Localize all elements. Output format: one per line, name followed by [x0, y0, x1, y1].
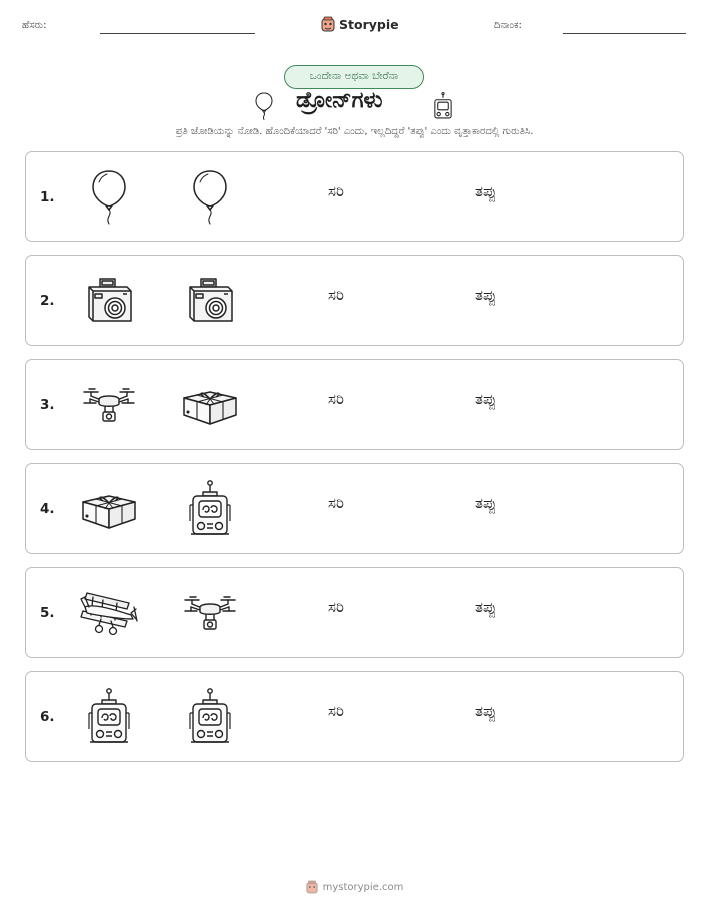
footer-url: mystorypie.com	[322, 881, 404, 893]
date-label: ದಿನಾಂಕ:	[494, 20, 522, 31]
question-card	[25, 463, 684, 554]
question-card	[25, 151, 684, 242]
drone-icon	[180, 583, 240, 643]
option-correct[interactable]: ಸರಿ	[328, 390, 344, 408]
balloon-icon	[254, 91, 274, 125]
option-correct[interactable]: ಸರಿ	[328, 182, 344, 200]
option-correct[interactable]: ಸರಿ	[328, 494, 344, 512]
camera-icon	[79, 271, 139, 331]
gift-box-icon	[79, 479, 139, 539]
balloon-icon	[79, 167, 139, 227]
question-card	[25, 255, 684, 346]
brand-logo	[321, 14, 399, 34]
worksheet-type-badge: ಒಂದೇನಾ ಅಥವಾ ಬೇರೆನಾ	[284, 65, 424, 89]
option-correct[interactable]: ಸರಿ	[328, 598, 344, 616]
name-label: ಹೆಸರು:	[22, 20, 47, 31]
option-correct[interactable]: ಸರಿ	[328, 286, 344, 304]
balloon-icon	[180, 167, 240, 227]
option-wrong[interactable]: ತಪ್ಪು	[475, 598, 497, 616]
date-line	[563, 33, 686, 34]
option-wrong[interactable]: ತಪ್ಪು	[475, 286, 497, 304]
instructions: ಪ್ರತಿ ಜೋಡಿಯನ್ನು ನೋಡಿ. ಹೊಂದಿಕೆಯಾದರೆ 'ಸರಿ' ಎಂದು, ಇಲ್ಲದಿದ್ದರೆ 'ತಪ್ಪು' ಎಂದು ವೃತ್ತಾಕಾರದಲ್ಲಿ ಗುರುತಿಸಿ.	[175, 126, 534, 137]
page-title: ಡ್ರೋನ್‌ಗಳು	[296, 88, 383, 113]
brand-name: Storypie	[339, 16, 399, 32]
storypie-mascot-icon	[321, 16, 335, 32]
question-card	[25, 359, 684, 450]
option-wrong[interactable]: ತಪ್ಪು	[475, 182, 497, 200]
gift-box-icon	[180, 375, 240, 435]
question-number: 4.	[40, 501, 55, 517]
option-wrong[interactable]: ತಪ್ಪು	[475, 702, 497, 720]
robot-icon	[180, 479, 240, 539]
question-number: 2.	[40, 293, 55, 309]
option-wrong[interactable]: ತಪ್ಪು	[475, 390, 497, 408]
biplane-icon	[79, 583, 139, 643]
storypie-mascot-icon	[306, 880, 318, 894]
question-number: 3.	[40, 397, 55, 413]
question-card	[25, 671, 684, 762]
question-number: 1.	[40, 189, 55, 205]
option-wrong[interactable]: ತಪ್ಪು	[475, 494, 497, 512]
question-number: 6.	[40, 709, 55, 725]
robot-icon	[180, 687, 240, 747]
option-correct[interactable]: ಸರಿ	[328, 702, 344, 720]
robot-icon	[432, 91, 454, 125]
question-number: 5.	[40, 605, 55, 621]
drone-icon	[79, 375, 139, 435]
name-line	[100, 33, 255, 34]
camera-icon	[180, 271, 240, 331]
footer	[0, 880, 709, 894]
question-card	[25, 567, 684, 658]
robot-icon	[79, 687, 139, 747]
worksheet-header	[0, 14, 709, 38]
